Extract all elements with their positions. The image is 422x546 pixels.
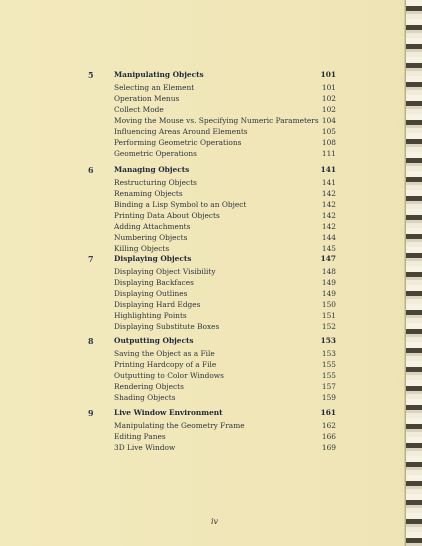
entry-title: Displaying Hard Edges bbox=[114, 300, 201, 309]
entry-page: 104 bbox=[321, 116, 336, 125]
toc-entry[interactable] bbox=[114, 441, 336, 454]
entry-title: Highlighting Points bbox=[114, 311, 187, 320]
entry-page: 141 bbox=[321, 178, 336, 187]
chapter-title: Managing Objects bbox=[114, 165, 190, 174]
chapter-title: Displaying Objects bbox=[114, 254, 192, 263]
entry-page: 152 bbox=[321, 322, 336, 331]
entry-page: 155 bbox=[321, 360, 336, 369]
chapter-number: 8 bbox=[88, 336, 94, 346]
toc-entry[interactable] bbox=[114, 320, 336, 333]
entry-title: Influencing Areas Around Elements bbox=[114, 127, 248, 136]
entry-title: Killing Objects bbox=[114, 244, 170, 253]
entry-title: Saving the Object as a File bbox=[114, 349, 215, 358]
entry-page: 149 bbox=[321, 289, 336, 298]
entry-title: Editing Panes bbox=[114, 432, 166, 441]
entry-title: Selecting an Element bbox=[114, 83, 195, 92]
chapter-heading[interactable] bbox=[114, 334, 336, 347]
entry-page: 149 bbox=[321, 278, 336, 287]
entry-title: Numbering Objects bbox=[114, 233, 188, 242]
entry-page: 159 bbox=[321, 393, 336, 402]
chapter-page: 147 bbox=[320, 254, 336, 263]
entry-title: Binding a Lisp Symbol to an Object bbox=[114, 200, 247, 209]
chapter-number: 9 bbox=[88, 408, 94, 418]
entry-page: 111 bbox=[321, 149, 336, 158]
chapter-number: 6 bbox=[88, 165, 94, 175]
entry-title: Shading Objects bbox=[114, 393, 176, 402]
entry-title: Collect Mode bbox=[114, 105, 164, 114]
entry-title: Rendering Objects bbox=[114, 382, 184, 391]
entry-page: 148 bbox=[321, 267, 336, 276]
entry-title: Restructuring Objects bbox=[114, 178, 197, 187]
entry-page: 169 bbox=[321, 443, 336, 452]
entry-page: 150 bbox=[321, 300, 336, 309]
entry-page: 144 bbox=[321, 233, 336, 242]
entry-page: 166 bbox=[321, 432, 336, 441]
entry-page: 155 bbox=[321, 371, 336, 380]
entry-page: 102 bbox=[321, 105, 336, 114]
chapter-number: 5 bbox=[88, 70, 94, 80]
entry-title: Outputting to Color Windows bbox=[114, 371, 224, 380]
entry-page: 162 bbox=[321, 421, 336, 430]
entry-title: Performing Geometric Operations bbox=[114, 138, 242, 147]
toc-entry[interactable] bbox=[114, 391, 336, 404]
entry-page: 157 bbox=[321, 382, 336, 391]
chapter-title: Manipulating Objects bbox=[114, 70, 204, 79]
entry-page: 142 bbox=[321, 200, 336, 209]
chapter-page: 153 bbox=[320, 336, 336, 345]
chapter-number: 7 bbox=[88, 254, 94, 264]
chapter-heading[interactable] bbox=[114, 68, 336, 81]
entry-page: 142 bbox=[321, 189, 336, 198]
page-folio: iv bbox=[211, 517, 219, 526]
chapter-heading[interactable] bbox=[114, 252, 336, 265]
entry-page: 142 bbox=[321, 222, 336, 231]
entry-title: Displaying Substitute Boxes bbox=[114, 322, 220, 331]
entry-title: Manipulating the Geometry Frame bbox=[114, 421, 245, 430]
chapter-page: 101 bbox=[320, 70, 336, 79]
chapter-title: Live Window Environment bbox=[114, 408, 223, 417]
entry-page: 142 bbox=[321, 211, 336, 220]
spiral-binding bbox=[405, 0, 422, 546]
entry-page: 102 bbox=[321, 94, 336, 103]
entry-title: Renaming Objects bbox=[114, 189, 183, 198]
chapter-heading[interactable] bbox=[114, 163, 336, 176]
entry-title: Printing Hardcopy of a File bbox=[114, 360, 217, 369]
entry-title: Displaying Object Visibility bbox=[114, 267, 216, 276]
chapter-heading[interactable] bbox=[114, 406, 336, 419]
entry-title: Geometric Operations bbox=[114, 149, 197, 158]
entry-title: Moving the Mouse vs. Specifying Numeric Parameters bbox=[114, 116, 319, 125]
entry-page: 145 bbox=[321, 244, 336, 253]
entry-page: 101 bbox=[321, 83, 336, 92]
entry-page: 151 bbox=[321, 311, 336, 320]
chapter-page: 161 bbox=[320, 408, 336, 417]
toc-entry[interactable] bbox=[114, 147, 336, 160]
entry-title: Printing Data About Objects bbox=[114, 211, 220, 220]
chapter-page: 141 bbox=[320, 165, 336, 174]
entry-title: Operation Menus bbox=[114, 94, 180, 103]
entry-title: Displaying Outlines bbox=[114, 289, 188, 298]
entry-page: 105 bbox=[321, 127, 336, 136]
entry-title: Adding Attachments bbox=[114, 222, 191, 231]
entry-title: Displaying Backfaces bbox=[114, 278, 194, 287]
chapter-title: Outputting Objects bbox=[114, 336, 194, 345]
entry-page: 108 bbox=[321, 138, 336, 147]
entry-page: 153 bbox=[321, 349, 336, 358]
entry-title: 3D Live Window bbox=[114, 443, 176, 452]
